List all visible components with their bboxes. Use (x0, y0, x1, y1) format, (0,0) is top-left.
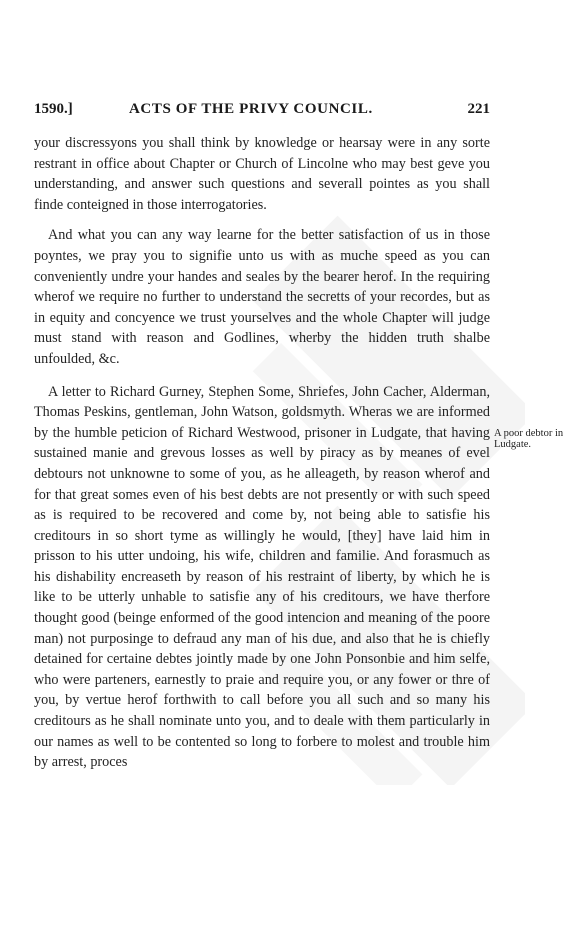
paragraph-letter: A letter to Richard Gurney, Stephen Some, Shriefes, John Cacher, Alderman, Thomas Peskins, gentleman, John Watson, goldsmyth. Wheras we are informed by the humble peticion of Richard Westwood, prisoner in Ludgate, that having sustained manie and grevous losses as well by piracy as by meanes of evel debtours not unknowne to some of you, as he alleageth, by reason wherof and for that great somes even of his best debts are not presently or with such speed as is required to be recovered and come by, not being able to satisfie his creditours in so short tyme as willingly he would, [they] have laid him in prisson to his utter undoing, his wife, children and familie. And forasmuch as his dishability encreaseth by reason of his restraint of liberty, by which he is like to be utterly unhable to satisfie any of his creditours, we have therfore thought good (beinge enformed of the good intencion and meaning of the poore man) not purposinge to defraud any man of his due, and also that he is chiefly detained for certaine debtes jointly made by one John Ponsonbie and him selfe, who were parteners, earnestly to praie and require you, or any fower or thre of you, by vertue herof forthwith to call before you all such and so many his creditours as he shall nominate unto you, and to deale with them particularly in our names as well to be contented so long to forbere to molest and trouble him by arrest, proces (34, 383, 490, 771)
main-text (34, 133, 490, 773)
running-header (34, 101, 490, 121)
page-number: 221 (467, 101, 490, 117)
paragraph-continuation: your discressyons you shall think by knowledge or hearsay were in any sorte restrant in office about Chapter or Church of Lincolne who may best geve you understanding, and answer such questions and severall pointes as you shall finde conteigned in those interrogatories. (34, 135, 490, 213)
header-title: ACTS OF THE PRIVY COUNCIL. (129, 101, 373, 117)
paragraph-request: And what you can any way learne for the better satisfaction of us in those poyntes, we pray you to signifie unto us with as muche speed as you can conveniently undre your handes and seales by the bearer herof. In the requiring wherof we require no further to understand the secretts of your recordes, but as in equity and concyence we trust yourselves and the whole Chapter will judge must stand with reason and Godlines, wherby the hidden truth shalbe unfoulded, &c. (34, 227, 490, 367)
marginal-note: A poor debtor in Ludgate. (494, 428, 564, 450)
header-year: 1590.] (34, 101, 73, 117)
